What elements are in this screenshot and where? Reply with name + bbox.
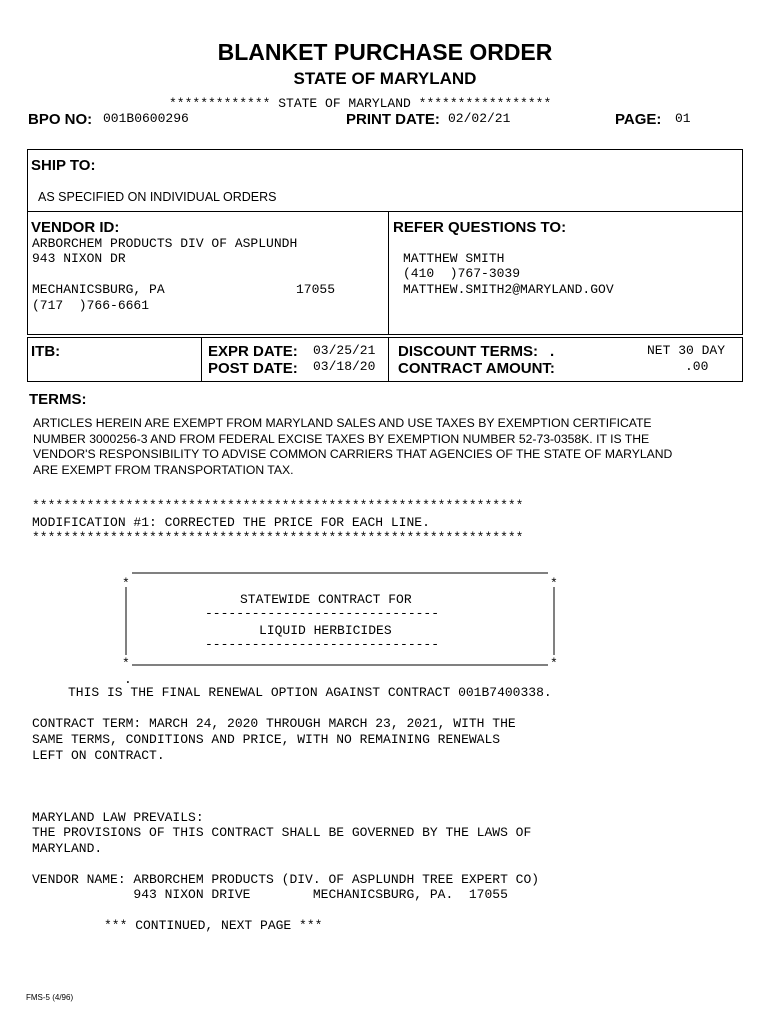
print-date-label: PRINT DATE: bbox=[346, 111, 440, 128]
info-row-box bbox=[27, 337, 743, 382]
expr-date-label: EXPR DATE: bbox=[208, 343, 298, 360]
contract-title-line1: STATEWIDE CONTRACT FOR bbox=[240, 592, 412, 607]
svg-text:*: * bbox=[122, 576, 130, 591]
ship-to-value: AS SPECIFIED ON INDIVIDUAL ORDERS bbox=[38, 190, 277, 204]
divider bbox=[388, 337, 389, 382]
divider bbox=[201, 337, 202, 382]
contract-term-line: SAME TERMS, CONDITIONS AND PRICE, WITH NO REMAINING RENEWALS bbox=[32, 732, 501, 747]
vendor-name: ARBORCHEM PRODUCTS DIV OF ASPLUNDH bbox=[32, 236, 298, 251]
terms-line: VENDOR'S RESPONSIBILITY TO ADVISE COMMON CARRIERS THAT AGENCIES OF THE STATE OF MARYLAND bbox=[33, 447, 673, 461]
vendor-city-state: MECHANICSBURG, PA bbox=[32, 282, 165, 297]
document-subtitle: STATE OF MARYLAND bbox=[293, 69, 477, 88]
expr-date-value: 03/25/21 bbox=[313, 343, 376, 358]
document-title: BLANKET PURCHASE ORDER bbox=[217, 39, 553, 65]
form-id: FMS-5 (4/96) bbox=[26, 993, 74, 1002]
renewal-note: THIS IS THE FINAL RENEWAL OPTION AGAINST CONTRACT 001B7400338. bbox=[68, 685, 552, 700]
discount-terms-value: NET 30 DAY bbox=[647, 343, 726, 358]
post-date-label: POST DATE: bbox=[208, 360, 298, 377]
terms-line: NUMBER 3000256-3 AND FROM FEDERAL EXCISE TAXES BY EXEMPTION NUMBER 52-73-0358K. IT IS THE bbox=[33, 431, 650, 446]
modification-note: MODIFICATION #1: CORRECTED THE PRICE FOR EACH LINE. bbox=[32, 515, 430, 530]
refer-questions-label: REFER QUESTIONS TO: bbox=[393, 219, 567, 236]
vendor-name-line: VENDOR NAME: ARBORCHEM PRODUCTS (DIV. OF ASPLUNDH TREE EXPERT CO) bbox=[32, 872, 540, 887]
vendor-address-line: 943 NIXON DRIVE MECHANICSBURG, PA. 17055 bbox=[32, 887, 508, 902]
contact-phone: (410 )767-3039 bbox=[403, 266, 521, 281]
header-banner: ************* STATE OF MARYLAND ***************** bbox=[169, 96, 552, 111]
svg-text:.: . bbox=[124, 672, 132, 687]
contract-term-line: CONTRACT TERM: MARCH 24, 2020 THROUGH MARCH 23, 2021, WITH THE bbox=[32, 716, 516, 731]
continued-note: *** CONTINUED, NEXT PAGE *** bbox=[104, 918, 323, 933]
svg-text:*: * bbox=[550, 656, 558, 671]
ship-to-label: SHIP TO: bbox=[31, 157, 96, 174]
svg-text:*: * bbox=[550, 576, 558, 591]
contract-amount-value: .00 bbox=[685, 359, 709, 374]
stars-divider: *************************************************************** bbox=[32, 530, 524, 545]
bpo-label: BPO NO: bbox=[28, 111, 93, 128]
post-date-value: 03/18/20 bbox=[313, 359, 376, 374]
contract-title-rule: ------------------------------ bbox=[205, 637, 440, 652]
discount-terms-dot: . bbox=[550, 343, 555, 360]
vendor-id-label: VENDOR ID: bbox=[31, 219, 120, 236]
print-date-value: 02/02/21 bbox=[448, 111, 511, 126]
contract-title-rule: ------------------------------ bbox=[205, 606, 440, 621]
itb-label: ITB: bbox=[31, 343, 61, 360]
page-number: 01 bbox=[675, 111, 691, 126]
divider bbox=[388, 211, 389, 335]
contract-title-line2: LIQUID HERBICIDES bbox=[259, 623, 392, 638]
contract-amount-label: CONTRACT AMOUNT: bbox=[398, 360, 555, 377]
terms-text bbox=[33, 416, 733, 478]
page-label: PAGE: bbox=[615, 111, 662, 128]
vendor-street: 943 NIXON DR bbox=[32, 251, 126, 266]
law-line: THE PROVISIONS OF THIS CONTRACT SHALL BE GOVERNED BY THE LAWS OF bbox=[32, 825, 532, 840]
vendor-zip: 17055 bbox=[296, 282, 336, 297]
terms-label: TERMS: bbox=[29, 391, 87, 408]
divider bbox=[27, 211, 743, 212]
stars-divider: *************************************************************** bbox=[32, 498, 524, 513]
discount-terms-label: DISCOUNT TERMS: bbox=[398, 343, 538, 360]
contract-term-line: LEFT ON CONTRACT. bbox=[32, 748, 165, 763]
law-line: MARYLAND. bbox=[32, 841, 103, 856]
contact-name: MATTHEW SMITH bbox=[403, 251, 505, 266]
terms-line: ARE EXEMPT FROM TRANSPORTATION TAX. bbox=[33, 462, 294, 477]
contact-email: MATTHEW.SMITH2@MARYLAND.GOV bbox=[403, 282, 614, 297]
law-line: MARYLAND LAW PREVAILS: bbox=[32, 810, 204, 825]
svg-text:*: * bbox=[122, 656, 130, 671]
vendor-phone: (717 )766-6661 bbox=[32, 298, 150, 313]
bpo-number: 001B0600296 bbox=[103, 111, 189, 126]
terms-line: ARTICLES HEREIN ARE EXEMPT FROM MARYLAND SALES AND USE TAXES BY EXEMPTION CERTIFICATE bbox=[33, 416, 652, 430]
